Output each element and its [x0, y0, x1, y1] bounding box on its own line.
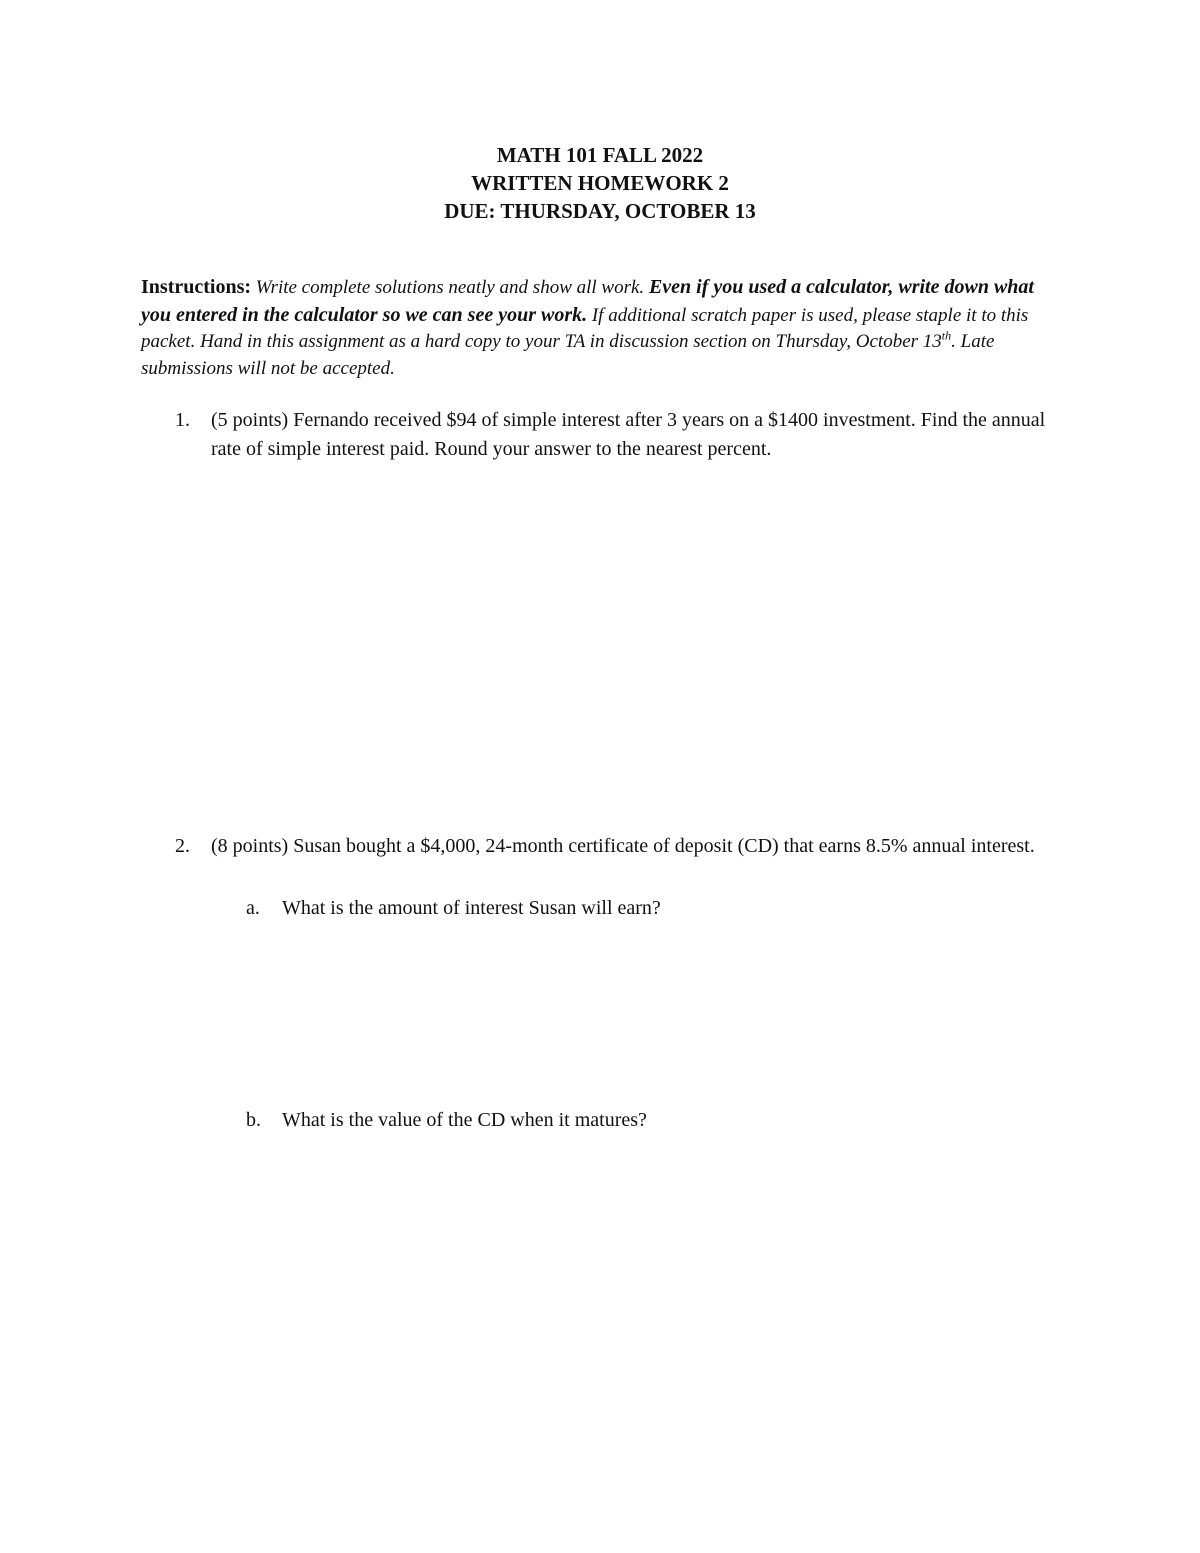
question-2-part-b — [246, 1106, 1046, 1135]
instructions-paragraph — [141, 274, 1061, 382]
instructions-calculator-note: Even if you used a calculator, write down what you entered in the calculator so we can see your work. — [141, 276, 1034, 326]
instructions-label: Instructions: — [141, 276, 252, 298]
subpart-label: b. — [246, 1109, 261, 1131]
due-date: DUE: THURSDAY, OCTOBER 13 — [444, 199, 756, 223]
question-number: 2. — [175, 835, 190, 857]
subpart-label: a. — [246, 897, 260, 919]
question-1 — [175, 406, 1075, 464]
ordinal-suffix: th — [941, 328, 952, 343]
document-header — [0, 141, 1200, 225]
course-title: MATH 101 FALL 2022 — [496, 143, 704, 167]
question-2 — [175, 832, 1075, 861]
subpart-text: What is the value of the CD when it matures? — [282, 1109, 647, 1131]
question-text: (8 points) Susan bought a $4,000, 24-month certificate of deposit (CD) that earns 8.5% annual interest. — [211, 835, 1035, 857]
question-number: 1. — [175, 409, 190, 431]
question-text: (5 points) Fernando received $94 of simple interest after 3 years on a $1400 investment. Find the annual rate of simple interest paid. Round your answer to the nearest percent. — [211, 409, 1046, 460]
assignment-title: WRITTEN HOMEWORK 2 — [471, 171, 729, 195]
instructions-text-1: Write complete solutions neatly and show all work. — [255, 277, 645, 298]
instructions-text-2: If additional scratch paper is used, please staple it to this packet. Hand in this assignment as a hard copy to your TA in discussion section on Thursday, October 13 — [141, 304, 1029, 352]
instructions-text-3: . Late submissions will not be accepted. — [141, 331, 995, 379]
subpart-text: What is the amount of interest Susan will earn? — [282, 897, 661, 919]
question-2-part-a — [246, 894, 1046, 923]
